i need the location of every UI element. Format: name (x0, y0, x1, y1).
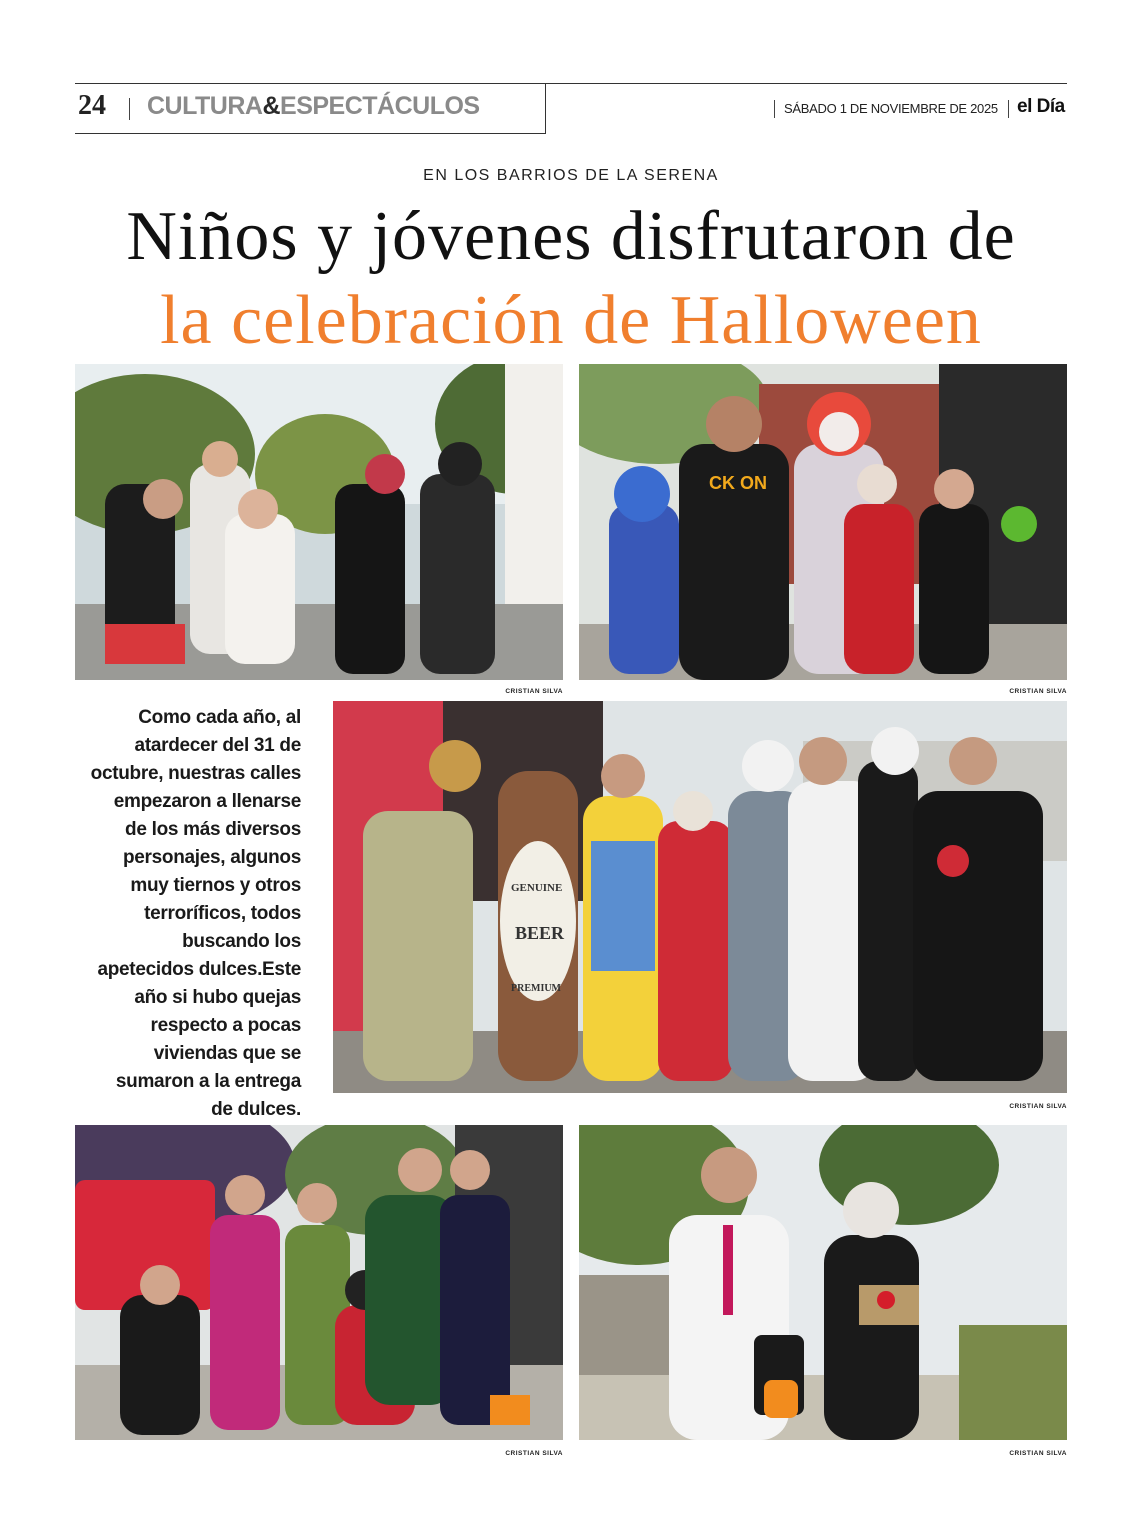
header-separator (545, 83, 546, 134)
photo-2-shirt-text: CK ON (709, 473, 767, 493)
masthead-divider (1008, 100, 1009, 118)
photo-3-label-genuine: GENUINE (511, 882, 563, 894)
headline-line-1: Niños y jóvenes disfrutaron de (126, 198, 1016, 275)
section-part1: CULTURA (147, 92, 263, 120)
photo-5-couple-street (579, 1125, 1067, 1440)
section-name (147, 92, 480, 121)
photo-1-costumed-group (75, 364, 563, 680)
photo-4-girls-group (75, 1125, 563, 1440)
section-part2: ESPECTÁCULOS (280, 92, 480, 120)
section-amp: & (262, 92, 281, 120)
article-body: Como cada año, al atardecer del 31 de octubre, nuestras calles empezaron a llenarse de los más diversos personajes, algunos muy tiernos y otros terroríficos, todos buscando los apetecidos dulces.Este año si hubo quejas respecto a pocas viviendas que se sumaron a la entrega de dulces. (90, 707, 301, 1120)
photo-3-label-beer: BEER (515, 923, 565, 943)
photo-3-teen-group (333, 701, 1067, 1093)
header-rule-top (75, 83, 1067, 84)
headline-line-2: la celebración de Halloween (160, 282, 982, 359)
page-number: 24 (78, 90, 106, 121)
photo-5-credit: CRISTIAN SILVA (1009, 1450, 1067, 1457)
photo-2-family-clown (579, 364, 1067, 680)
photo-3-credit: CRISTIAN SILVA (1009, 1103, 1067, 1110)
photo-1-credit: CRISTIAN SILVA (505, 688, 563, 695)
header-rule-bottom (75, 133, 545, 134)
photo-4-credit: CRISTIAN SILVA (505, 1450, 563, 1457)
header-divider (129, 98, 130, 120)
date-divider (774, 100, 775, 118)
masthead-logo: el Día (1017, 96, 1065, 117)
issue-date: SÁBADO 1 DE NOVIEMBRE DE 2025 (784, 101, 998, 116)
photo-2-credit: CRISTIAN SILVA (1009, 688, 1067, 695)
photo-3-label-premium: PREMIUM (511, 983, 561, 994)
article-kicker: EN LOS BARRIOS DE LA SERENA (423, 167, 719, 184)
